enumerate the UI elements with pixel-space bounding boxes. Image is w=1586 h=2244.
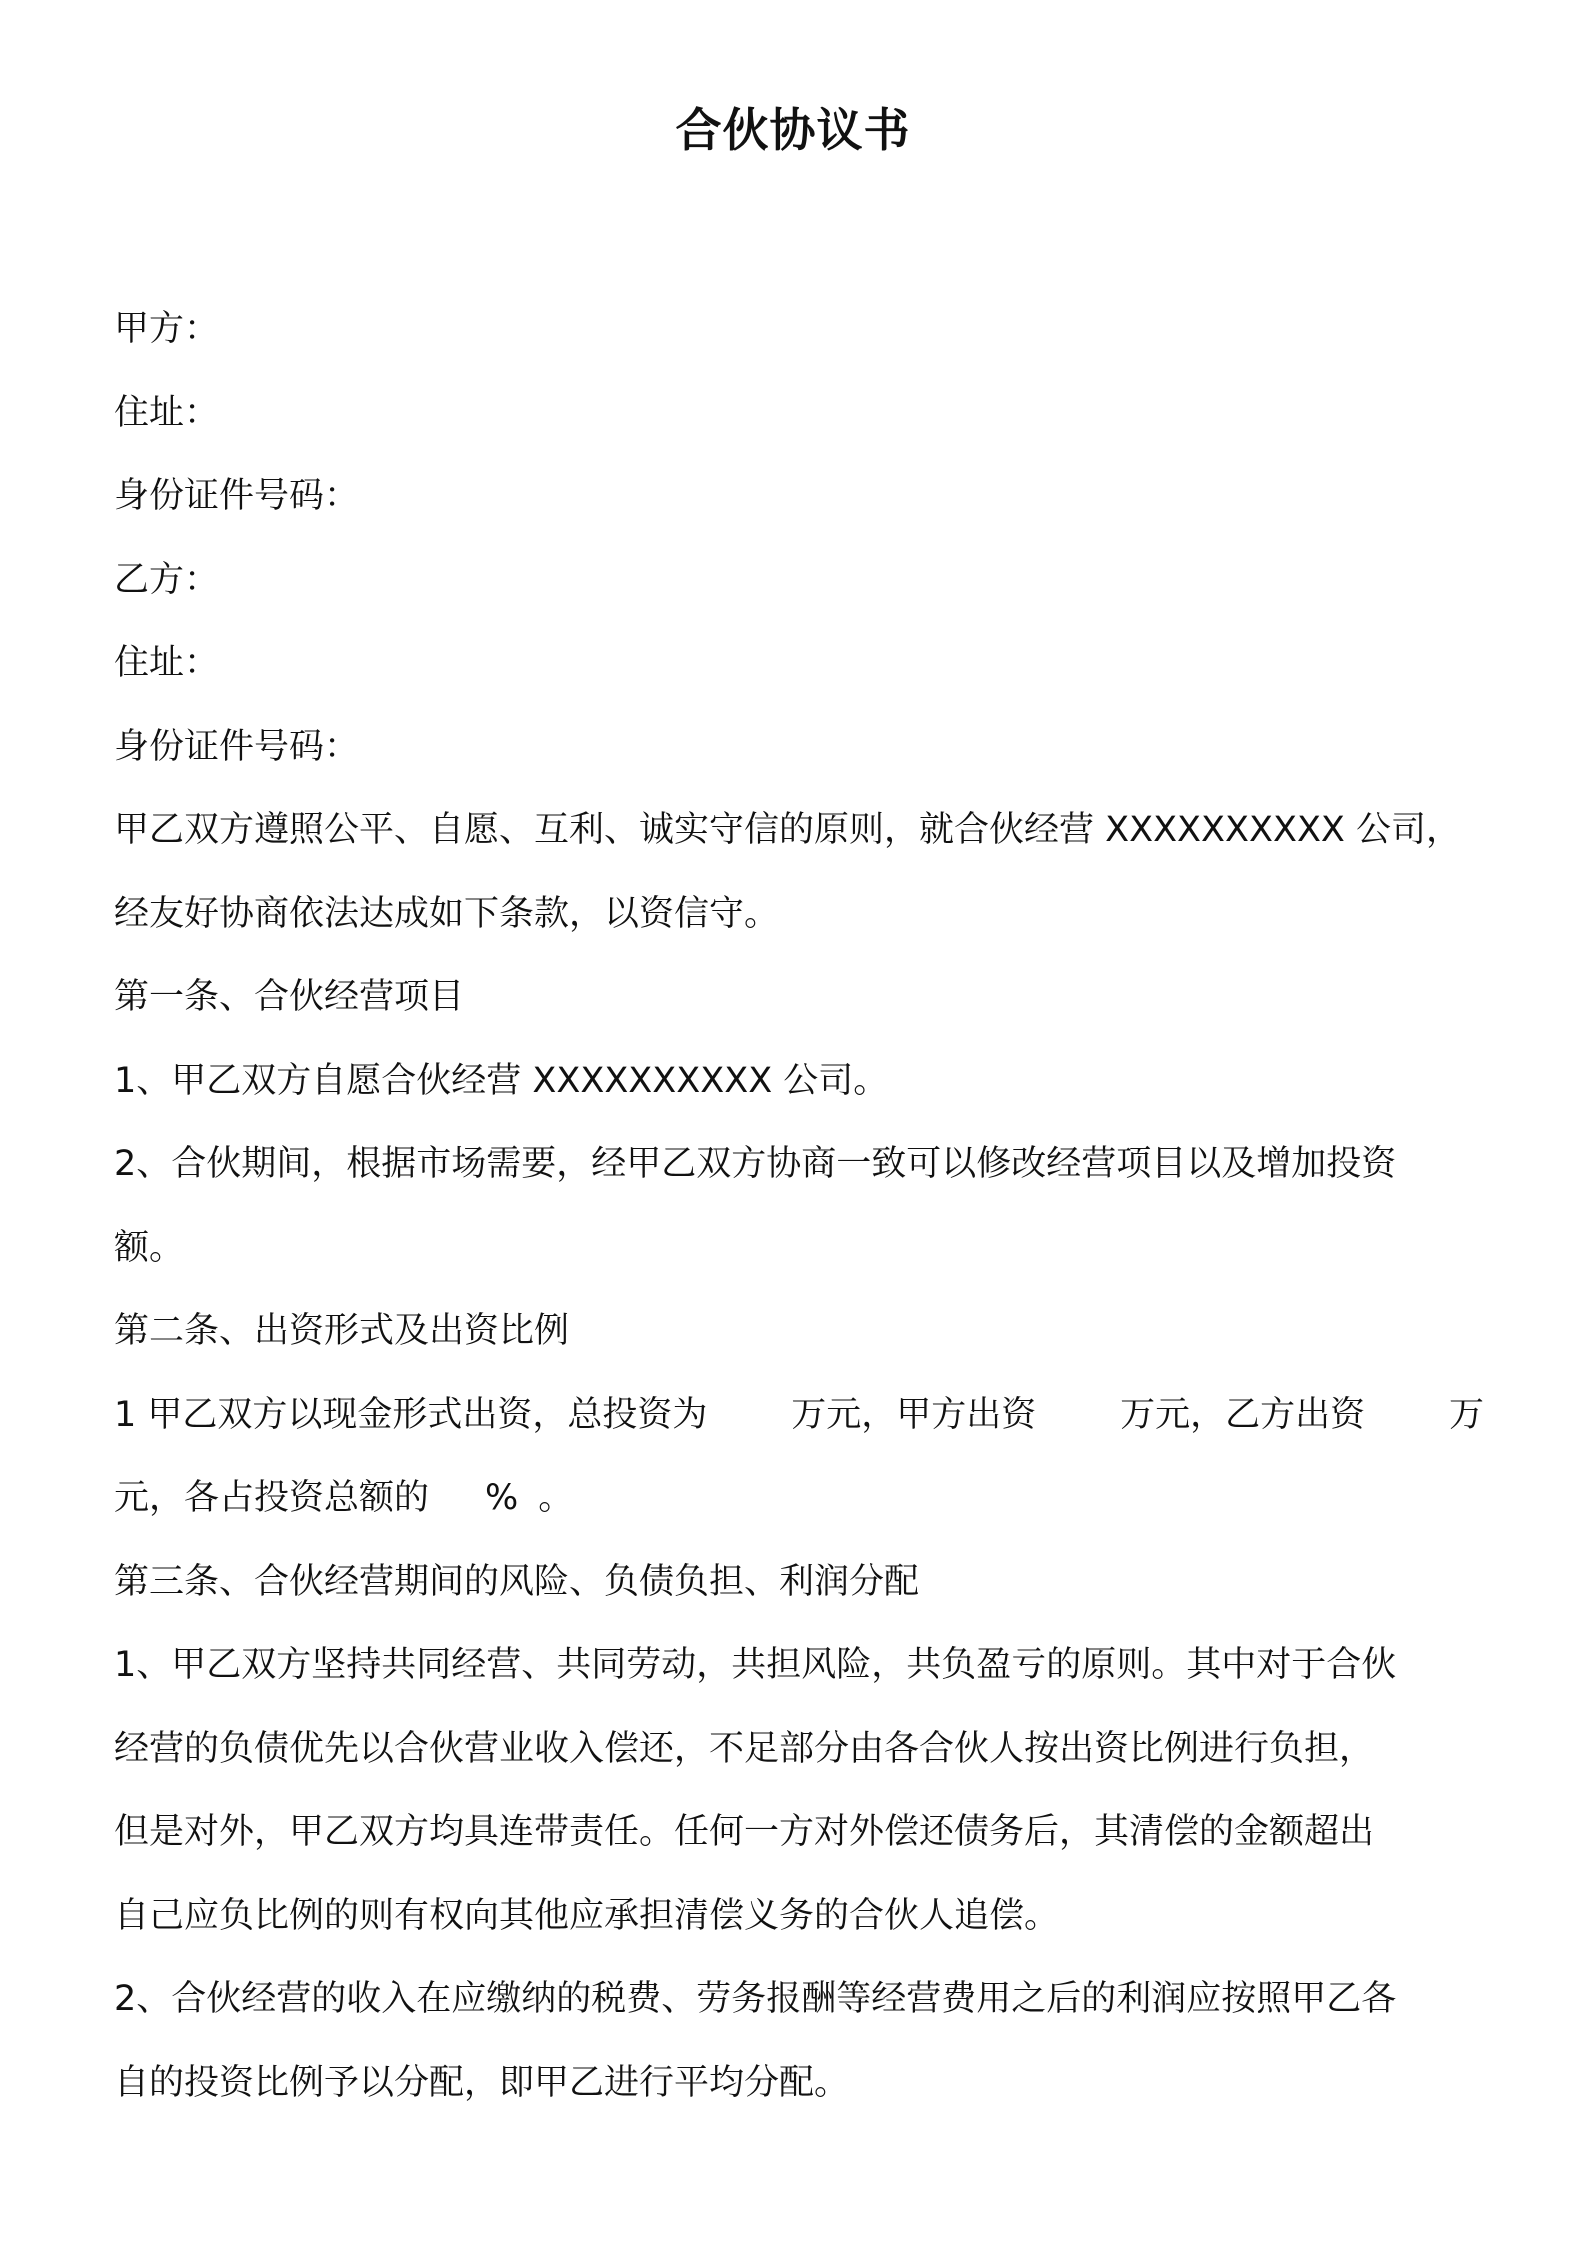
article2-item1-line1 bbox=[114, 1374, 1484, 1458]
article3-item1-line: 但是对外，甲乙双方均具连带责任。任何一方对外偿还债务后，其清偿的金额超出 bbox=[114, 1812, 1375, 1852]
article3-item1-line: 自己应负比例的则有权向其他应承担清偿义务的合伙人追偿。 bbox=[114, 1895, 1060, 1936]
article1-item1: 1、甲乙双方自愿合伙经营 XXXXXXXXXX 公司。 bbox=[114, 1060, 889, 1101]
article2-item1-text: 元，各占投资总额的 bbox=[114, 1478, 430, 1518]
preamble-line: 甲乙双方遵照公平、自愿、互利、诚实守信的原则，就合伙经营 XXXXXXXXXX 公司， bbox=[114, 810, 1462, 850]
article3-item2-line: 2、合伙经营的收入在应缴纳的税费、劳务报酬等经营费用之后的利润应按照甲乙各 bbox=[114, 1979, 1397, 2019]
article3-item1-line: 1、甲乙双方坚持共同经营、共同劳动，共担风险，共负盈亏的原则。其中对于合伙 bbox=[114, 1645, 1397, 1685]
party-b-id-label: 身份证件号码： bbox=[114, 726, 360, 767]
article2-item1-text: 1 甲乙双方以现金形式出资，总投资为 bbox=[114, 1394, 708, 1435]
article1-item2-line: 额。 bbox=[114, 1227, 185, 1268]
party-a-address-label: 住址： bbox=[114, 392, 220, 433]
article2-item1-text: 万 bbox=[1448, 1394, 1484, 1435]
article2-item1-line2 bbox=[114, 1457, 1484, 1541]
party-b-address-label: 住址： bbox=[114, 643, 220, 683]
article3-heading: 第三条、合伙经营期间的风险、负债负担、利润分配 bbox=[114, 1561, 920, 1602]
article2-item1-text: 万元，甲方出资 bbox=[791, 1394, 1037, 1435]
article2-heading: 第二条、出资形式及出资比例 bbox=[114, 1311, 570, 1351]
article3-item2-line: 自的投资比例予以分配，即甲乙进行平均分配。 bbox=[114, 2062, 850, 2103]
article1-heading: 第一条、合伙经营项目 bbox=[114, 977, 465, 1017]
party-a-id-label: 身份证件号码： bbox=[114, 476, 360, 516]
article1-item2-line: 2、合伙期间，根据市场需要，经甲乙双方协商一致可以修改经营项目以及增加投资 bbox=[114, 1144, 1397, 1184]
article3-item1-line: 经营的负债优先以合伙营业收入偿还，不足部分由各合伙人按出资比例进行负担， bbox=[114, 1728, 1375, 1769]
document-body bbox=[114, 288, 1484, 2125]
article2-item1-text: 。 bbox=[538, 1478, 574, 1518]
party-a-name-label: 甲方： bbox=[114, 309, 220, 349]
article2-item1-text: 万元，乙方出资 bbox=[1120, 1394, 1366, 1435]
preamble-line: 经友好协商依法达成如下条款，以资信守。 bbox=[114, 893, 780, 934]
party-b-name-label: 乙方： bbox=[114, 559, 220, 600]
document-title: 合伙协议书 bbox=[675, 103, 911, 157]
article2-item1-text: % bbox=[485, 1478, 519, 1518]
